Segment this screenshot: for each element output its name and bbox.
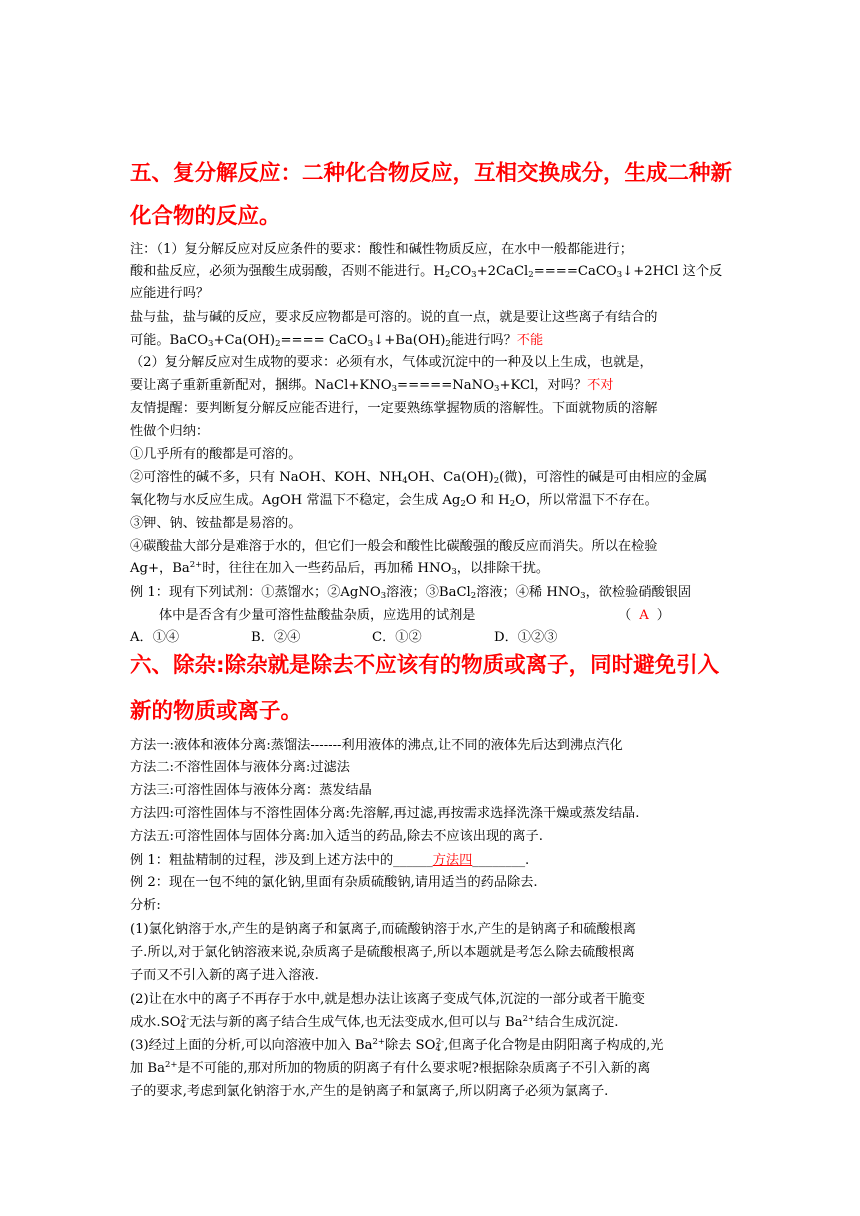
analysis1-line-c: 子而又不引入新的离子进入溶液. (130, 968, 319, 983)
analysis2-line-b: 成水$.SO_4^{2-}$无法与新的离子结合生成气体,也无法变成水,但可以与 $Ba^{2+}$结合生成沉淀. (130, 1014, 619, 1031)
method4: 方法四:可溶性固体与不溶性固体分离:先溶解,再过滤,再按需求选择洗涤干燥或蒸发结晶. (130, 806, 640, 821)
note1-line-c: 应能进行吗？ (130, 286, 210, 301)
method2: 方法二:不溶性固体与液体分离:过滤法 (130, 760, 350, 775)
section6-heading-line1: 六、除杂:除杂就是除去不应该有的物质或离子，同时避免引入 (130, 653, 720, 678)
method5: 方法五:可溶性固体与固体分离:加入适当的药品,除去不应该出现的离子. (130, 829, 543, 844)
analysis1-line-b: 子.所以,对于氯化钠溶液来说,杂质离子是硫酸根离子,所以本题就是考怎么除去硫酸根离 (130, 945, 635, 960)
option-c: C．①② (372, 630, 422, 645)
rule1: ①几乎所有的酸都是可溶的。 (130, 447, 302, 462)
rule2-line-b: 氧化物与水反应生成。AgOH 常温下不稳定，会生成 $Ag_2O$ 和 $H_2O$，所以常温下不存在。 (130, 493, 658, 509)
tip-line-b: 性做个归纳： (130, 424, 210, 439)
section6-example2: 例 2：现在一包不纯的氯化钠,里面有杂质硫酸钠,请用适当的药品除去. (130, 875, 538, 890)
option-a: A．①④ (130, 630, 180, 645)
section5-heading-line1: 五、复分解反应：二种化合物反应，互相交换成分，生成二种新 (130, 161, 733, 186)
salt-line-a: 盐与盐，盐与碱的反应，要求反应物都是可溶的。说的直一点，就是要让这些离子有结合的 (130, 310, 658, 325)
analysis3-line-b: 加 $Ba^{2+}$是不可能的,那对所加的物质的阴离子有什么要求呢?根据除杂质离子不引入新的离 (130, 1060, 651, 1076)
note2-answer: 不对 (587, 378, 614, 393)
salt-line-b: 可能。$BaCO_3+Ca(OH)_2====$ $CaCO_3↓+Ba(OH)_2$能进行吗？不能 (130, 333, 544, 349)
example1-answer: A (639, 608, 649, 623)
section6-example1-answer: 方法四 (432, 853, 473, 868)
note1-line-a: 注：（1）复分解反应对反应条件的要求：酸性和碱性物质反应，在水中一般都能进行； (130, 242, 633, 257)
note2-line-a: （2）复分解反应对生成物的要求：必须有水，气体或沉淀中的一种及以上生成，也就是， (130, 355, 653, 370)
section5-heading-line2: 化合物的反应。 (130, 204, 281, 229)
method1: 方法一:液体和液体分离:蒸馏法-------利用液体的沸点,让不同的液体先后达到沸点汽化 (130, 738, 623, 753)
option-d: D．①②③ (494, 630, 558, 645)
note1-line-b: 酸和盐反应，必须为强酸生成弱酸，否则不能进行。$H_2CO_3+2CaCl_2====CaCO_3↓+2HCl$ 这个反 (130, 264, 723, 280)
analysis3-line-a: (3)经过上面的分析,可以向溶液中加入 $Ba^{2+}$除去 $SO_4^{2-}$,但离子化合物是由阴阳离子构成的,光 (130, 1037, 664, 1054)
salt-answer: 不能 (516, 333, 544, 348)
rule4-line-a: ④碳酸盐大部分是难溶于水的，但它们一般会和酸性比碳酸强的酸反应而消失。所以在检验 (130, 539, 658, 554)
note2-line-b: 要让离子重新重新配对，捆绑。$NaCl+KNO_3=====NaNO_3+KCl$，对吗？不对 (130, 378, 614, 394)
option-b: B．②④ (251, 630, 301, 645)
rule3: ③钾、钠、铵盐都是易溶的。 (130, 516, 302, 531)
tip-line-a: 友情提醒：要判断复分解反应能否进行，一定要熟练掌握物质的溶解性。下面就物质的溶解 (130, 401, 658, 416)
rule2-line-a: ②可溶性的碱不多，只有 NaOH、KOH、$NH_4OH$、$Ca(OH)_2$(微)，可溶性的碱是可由相应的金属 (130, 470, 708, 486)
analysis2-line-a: (2)让在水中的离子不再存于水中,就是想办法让该离子变成气体,沉淀的一部分或者干脆变 (130, 992, 645, 1007)
method3: 方法三:可溶性固体与液体分离：蒸发结晶 (130, 783, 372, 798)
section6-heading-line2: 新的物质或离子。 (130, 699, 303, 724)
section6-example1: 例 1：粗盐精制的过程，涉及到上述方法中的______方法四________. (130, 853, 530, 868)
analysis3-line-c: 子的要求,考虑到氯化钠溶于水,产生的是钠离子和氯离子,所以阴离子必须为氯离子. (130, 1084, 609, 1099)
example1-line-b: 体中是否含有少量可溶性盐酸盐杂质，应选用的试剂是 (159, 608, 476, 623)
analysis-label: 分析: (130, 898, 161, 913)
rule4-line-b: Ag+，$Ba^{2+}$时，往往在加入一些药品后，再加稀 $HNO_3$，以排除干扰。 (130, 560, 550, 577)
analysis1-line-a: (1)氯化钠溶于水,产生的是钠离子和氯离子,而硫酸钠溶于水,产生的是钠离子和硫酸根离 (130, 922, 637, 937)
example1-answer-bracket: （ A ） (618, 608, 670, 623)
example1-line-a: 例 1：现有下列试剂：①蒸馏水；②AgNO$_3$溶液；③BaCl$_2$溶液；④稀 $HNO_3$，欲检验硝酸银固 (130, 585, 692, 601)
